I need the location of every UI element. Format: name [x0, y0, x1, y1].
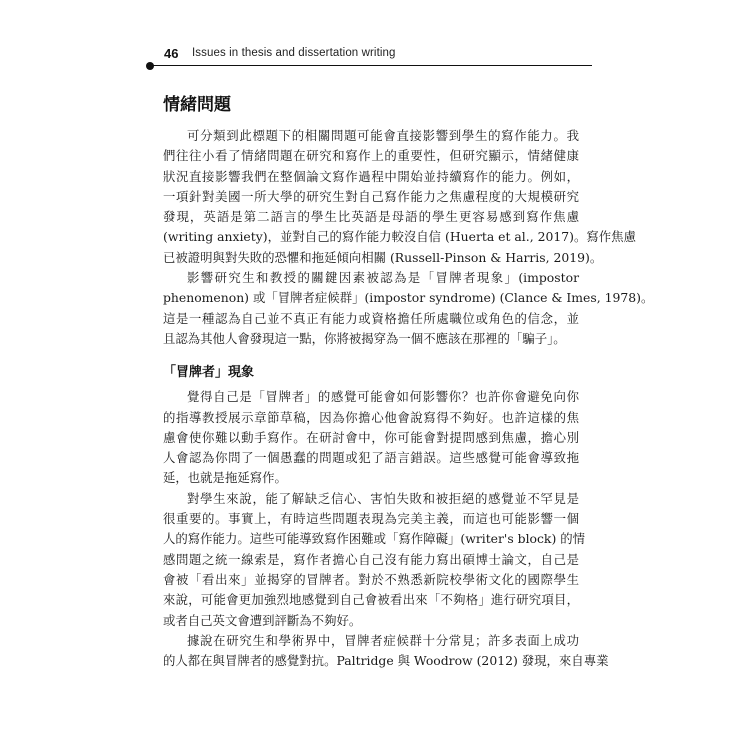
text-line: 且認為其他人會發現這一點，你將被揭穿為一個不應該在那裡的「騙子」。	[163, 330, 566, 346]
text-line: 據說在研究生和學術界中，冒牌者症候群十分常見；許多表面上成功	[187, 632, 579, 648]
page-number: 46	[164, 46, 179, 61]
paragraph	[163, 631, 609, 672]
text-line: 這是一種認為自己並不真正有能力或資格擔任所處職位或角色的信念，並	[163, 310, 579, 326]
text-line: 慮會使你難以動手寫作。在研討會中，你可能會對提問感到焦慮，擔心別	[163, 429, 579, 445]
text-line: 會被「看出來」並揭穿的冒牌者。對於不熟悉新院校學術文化的國際學生	[163, 571, 579, 587]
header-rule-dot	[146, 62, 154, 70]
paragraph	[163, 126, 636, 268]
text-line: 可分類到此標題下的相關問題可能會直接影響到學生的寫作能力。我	[187, 128, 579, 143]
subsection-heading: 「冒牌者」現象	[163, 365, 255, 381]
text-line: 人的寫作能力。這些可能導致寫作困難或「寫作障礙」(writer's block) 的情	[163, 531, 585, 547]
text-line: 或者自己英文會遭到評斷為不夠好。	[163, 612, 362, 628]
text-line: phenomenon) 或「冒牌者症候群」(impostor syndrome) (Clance & Imes, 1978)。	[163, 290, 654, 306]
page-body	[163, 92, 654, 671]
text-line: 狀況直接影響我們在整個論文寫作過程中開始並持續寫作的能力。例如，	[163, 168, 579, 184]
paragraph	[163, 387, 579, 488]
text-line: 對學生來說，能了解缺乏信心、害怕失敗和被拒絕的感覺並不罕見是	[187, 490, 579, 506]
text-line: 延，也就是拖延寫作。	[163, 470, 287, 486]
section-heading: 情緒問題	[163, 95, 231, 115]
text-line: 影響研究生和教授的關鍵因素被認為是「冒牌者現象」(impostor	[187, 270, 579, 286]
paragraph	[163, 268, 654, 349]
text-line: 很重要的。事實上，有時這些問題表現為完美主義，而這也可能影響一個	[163, 511, 579, 527]
text-line: 已被證明與對失敗的恐懼和拖延傾向相關 (Russell-Pinson & Harris, 2019)。	[163, 249, 603, 265]
text-line: 感問題之統一線索是，寫作者擔心自己沒有能力寫出碩博士論文，自己是	[163, 551, 579, 567]
text-line: 來說，可能會更加強烈地感覺到自己會被看出來「不夠格」進行研究項目，	[163, 592, 579, 608]
text-line: (writing anxiety)，並對自己的寫作能力較沒自信 (Huerta et al., 2017)。寫作焦慮	[163, 229, 636, 245]
text-line: 覺得自己是「冒牌者」的感覺可能會如何影響你？也許你會避免向你	[187, 389, 579, 405]
text-line: 一項針對美國一所大學的研究生對自己寫作能力之焦慮程度的大規模研究	[163, 188, 579, 204]
text-line: 發現，英語是第二語言的學生比英語是母語的學生更容易感到寫作焦慮	[163, 209, 579, 225]
page-header	[150, 44, 590, 66]
text-line: 們往往小看了情緒問題在研究和寫作上的重要性，但研究顯示，情緒健康	[163, 148, 579, 164]
text-line: 的人都在與冒牌者的感覺對抗。Paltridge 與 Woodrow (2012) 發現，來自專業	[163, 653, 609, 669]
running-head: Issues in thesis and dissertation writing	[192, 47, 396, 59]
header-rule	[150, 65, 592, 66]
text-line: 人會認為你問了一個愚蠢的問題或犯了語言錯誤。這些感覺可能會導致拖	[163, 450, 579, 466]
text-line: 的指導教授展示章節草稿，因為你擔心他會說寫得不夠好。也許這樣的焦	[163, 409, 579, 425]
paragraph	[163, 489, 585, 631]
